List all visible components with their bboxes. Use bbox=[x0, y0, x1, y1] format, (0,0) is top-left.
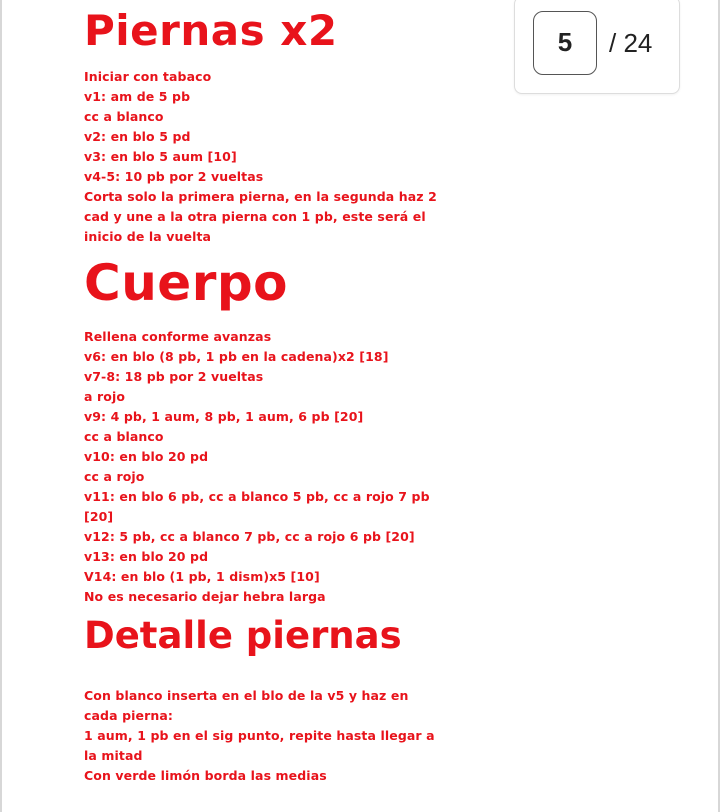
page-number-input[interactable]: 5 bbox=[533, 11, 597, 75]
pattern-line: a rojo bbox=[84, 389, 126, 404]
pattern-line: Iniciar con tabaco bbox=[84, 69, 212, 84]
pattern-line: v3: en blo 5 aum [10] bbox=[84, 149, 237, 164]
pattern-line: inicio de la vuelta bbox=[84, 229, 212, 244]
pattern-line: 1 aum, 1 pb en el sig punto, repite hasta llegar a bbox=[84, 728, 435, 743]
pattern-line: v7-8: 18 pb por 2 vueltas bbox=[84, 369, 264, 384]
viewer-left-border bbox=[0, 0, 2, 812]
pattern-line: v9: 4 pb, 1 aum, 8 pb, 1 aum, 6 pb [20] bbox=[84, 409, 364, 424]
section-body-detalle-piernas bbox=[84, 686, 435, 786]
pattern-line: cada pierna: bbox=[84, 708, 173, 723]
pattern-line: Corta solo la primera pierna, en la segunda haz 2 bbox=[84, 189, 437, 204]
section-title-detalle-piernas: Detalle piernas bbox=[84, 614, 402, 657]
pattern-line: Rellena conforme avanzas bbox=[84, 329, 272, 344]
pattern-line: cc a blanco bbox=[84, 429, 164, 444]
pattern-line: v2: en blo 5 pd bbox=[84, 129, 191, 144]
pattern-line: la mitad bbox=[84, 748, 143, 763]
pattern-line: cc a blanco bbox=[84, 109, 164, 124]
pattern-line: v12: 5 pb, cc a blanco 7 pb, cc a rojo 6 pb [20] bbox=[84, 529, 415, 544]
pattern-line: v4-5: 10 pb por 2 vueltas bbox=[84, 169, 264, 184]
pattern-line: Con verde limón borda las medias bbox=[84, 768, 327, 783]
page-total-label: / 24 bbox=[609, 28, 653, 58]
pattern-line: [20] bbox=[84, 509, 114, 524]
pattern-line: cc a rojo bbox=[84, 469, 145, 484]
section-title-cuerpo: Cuerpo bbox=[84, 254, 289, 312]
section-body-cuerpo bbox=[84, 327, 430, 607]
pattern-line: v1: am de 5 pb bbox=[84, 89, 191, 104]
pattern-line: v13: en blo 20 pd bbox=[84, 549, 209, 564]
pattern-line: Con blanco inserta en el blo de la v5 y haz en bbox=[84, 688, 409, 703]
page-navigator bbox=[514, 0, 680, 94]
pattern-line: V14: en blo (1 pb, 1 dism)x5 [10] bbox=[84, 569, 320, 584]
section-title-piernas: Piernas x2 bbox=[84, 6, 338, 55]
pattern-line: cad y une a la otra pierna con 1 pb, este será el bbox=[84, 209, 426, 224]
pattern-line: v11: en blo 6 pb, cc a blanco 5 pb, cc a rojo 7 pb bbox=[84, 489, 430, 504]
pattern-line: No es necesario dejar hebra larga bbox=[84, 589, 326, 604]
pattern-line: v6: en blo (8 pb, 1 pb en la cadena)x2 [18] bbox=[84, 349, 389, 364]
section-body-piernas bbox=[84, 67, 437, 247]
pattern-line: v10: en blo 20 pd bbox=[84, 449, 209, 464]
